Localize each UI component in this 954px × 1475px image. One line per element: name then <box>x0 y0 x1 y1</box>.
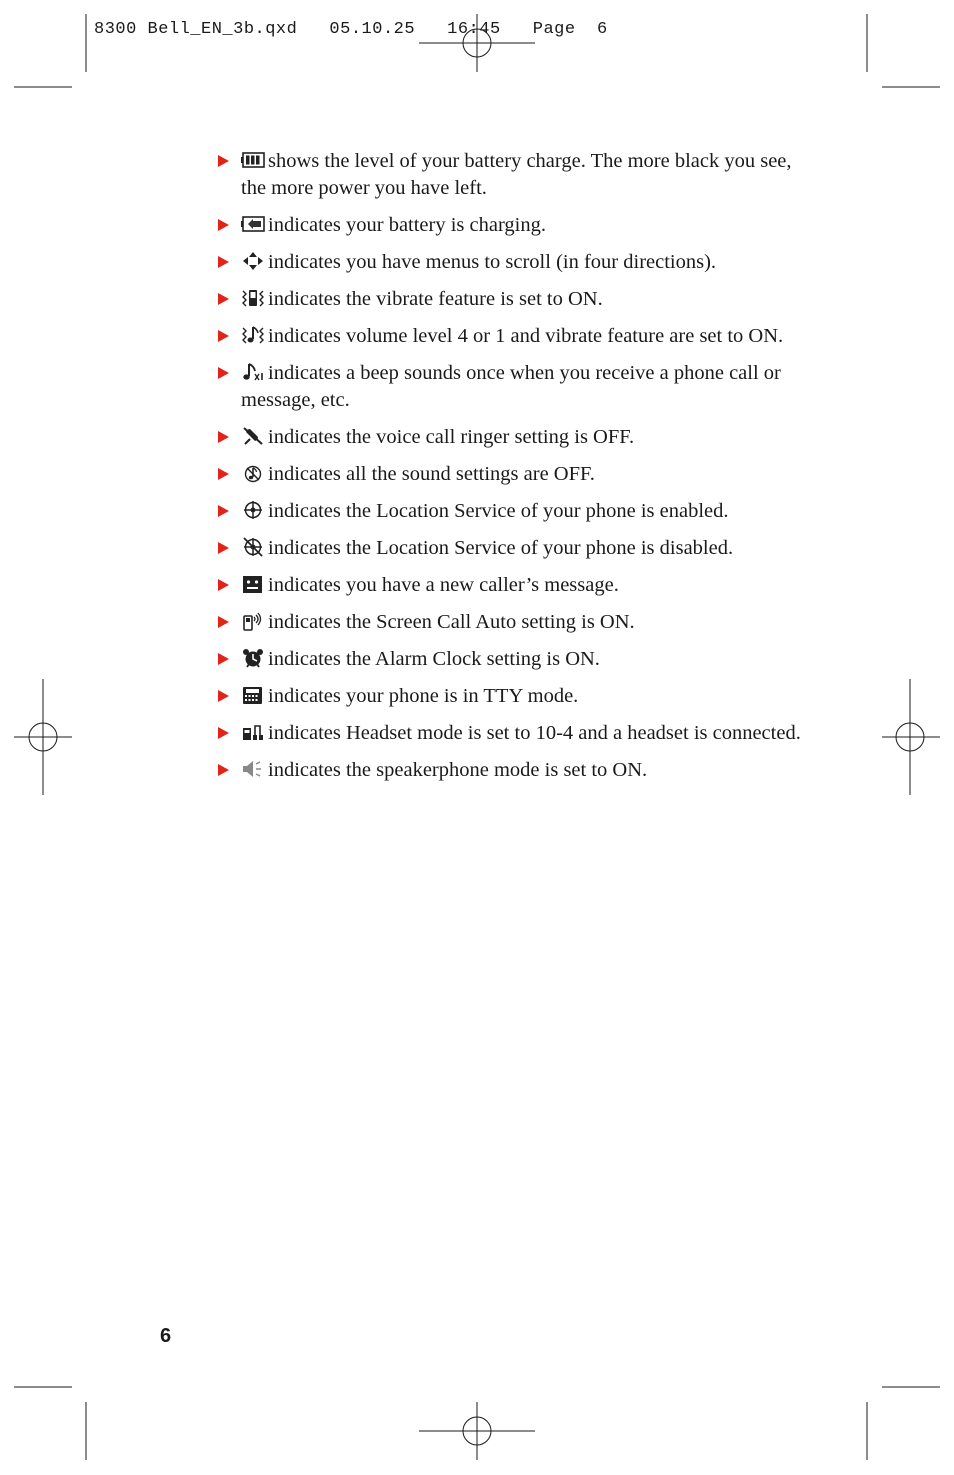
list-item <box>218 286 818 313</box>
tty-icon <box>241 685 265 705</box>
list-item <box>218 323 818 350</box>
volume-vibrate-icon <box>241 325 265 345</box>
bullet-arrow-icon <box>218 330 229 342</box>
list-item <box>218 360 818 414</box>
location-off-icon <box>241 537 265 557</box>
item-text: indicates the vibrate feature is set to ON. <box>268 288 603 310</box>
list-item <box>218 148 818 202</box>
list-item <box>218 757 818 784</box>
item-text: indicates your battery is charging. <box>268 214 547 236</box>
bullet-arrow-icon <box>218 468 229 480</box>
bullet-arrow-icon <box>218 219 229 231</box>
item-text: indicates Headset mode is set to 10-4 and a headset is connected. <box>268 722 801 744</box>
battery-charging-icon <box>241 214 265 234</box>
list-item <box>218 609 818 636</box>
item-text: indicates the Alarm Clock setting is ON. <box>268 648 600 670</box>
bullet-arrow-icon <box>218 256 229 268</box>
bullet-arrow-icon <box>218 155 229 167</box>
screen-call-auto-icon <box>241 611 265 631</box>
list-item <box>218 212 818 239</box>
bullet-arrow-icon <box>218 542 229 554</box>
bullet-arrow-icon <box>218 764 229 776</box>
headset-icon <box>241 722 265 742</box>
item-text: indicates the speakerphone mode is set to ON. <box>268 759 648 781</box>
item-text: indicates volume level 4 or 1 and vibrate feature are set to ON. <box>268 325 784 347</box>
bullet-arrow-icon <box>218 367 229 379</box>
speakerphone-icon <box>241 759 265 779</box>
list-item <box>218 249 818 276</box>
vibrate-icon <box>241 288 265 308</box>
battery-level-icon <box>241 150 265 170</box>
list-item <box>218 683 818 710</box>
list-item <box>218 535 818 562</box>
page-number: 6 <box>160 1325 172 1347</box>
caller-message-icon <box>241 574 265 594</box>
list-item <box>218 424 818 451</box>
item-text: indicates the Location Service of your phone is disabled. <box>268 537 734 559</box>
item-text: indicates the Screen Call Auto setting is ON. <box>268 611 635 633</box>
item-text: indicates you have a new caller’s message. <box>268 574 619 596</box>
item-text: indicates your phone is in TTY mode. <box>268 685 579 707</box>
bullet-arrow-icon <box>218 653 229 665</box>
bullet-arrow-icon <box>218 431 229 443</box>
list-item <box>218 646 818 673</box>
beep-once-icon <box>241 362 265 382</box>
bullet-arrow-icon <box>218 293 229 305</box>
item-text: indicates a beep sounds once when you receive a phone call or message, etc. <box>241 362 781 411</box>
item-text: indicates the Location Service of your phone is enabled. <box>268 500 729 522</box>
four-way-scroll-icon <box>241 251 265 271</box>
item-text: indicates you have menus to scroll (in four directions). <box>268 251 717 273</box>
location-on-icon <box>241 500 265 520</box>
list-item <box>218 498 818 525</box>
list-item <box>218 720 818 747</box>
icon-description-list <box>218 148 818 794</box>
item-text: shows the level of your battery charge. The more black you see, the more power you have left. <box>241 150 792 199</box>
alarm-clock-icon <box>241 648 265 668</box>
printer-slug: 8300 Bell_EN_3b.qxd 05.10.25 16:45 Page 6 <box>94 20 608 39</box>
list-item <box>218 461 818 488</box>
item-text: indicates the voice call ringer setting is OFF. <box>268 426 635 448</box>
bullet-arrow-icon <box>218 727 229 739</box>
item-text: indicates all the sound settings are OFF. <box>268 463 595 485</box>
ringer-off-icon <box>241 426 265 446</box>
bullet-arrow-icon <box>218 690 229 702</box>
list-item <box>218 572 818 599</box>
bullet-arrow-icon <box>218 579 229 591</box>
bullet-arrow-icon <box>218 505 229 517</box>
all-sounds-off-icon <box>241 463 265 483</box>
bullet-arrow-icon <box>218 616 229 628</box>
